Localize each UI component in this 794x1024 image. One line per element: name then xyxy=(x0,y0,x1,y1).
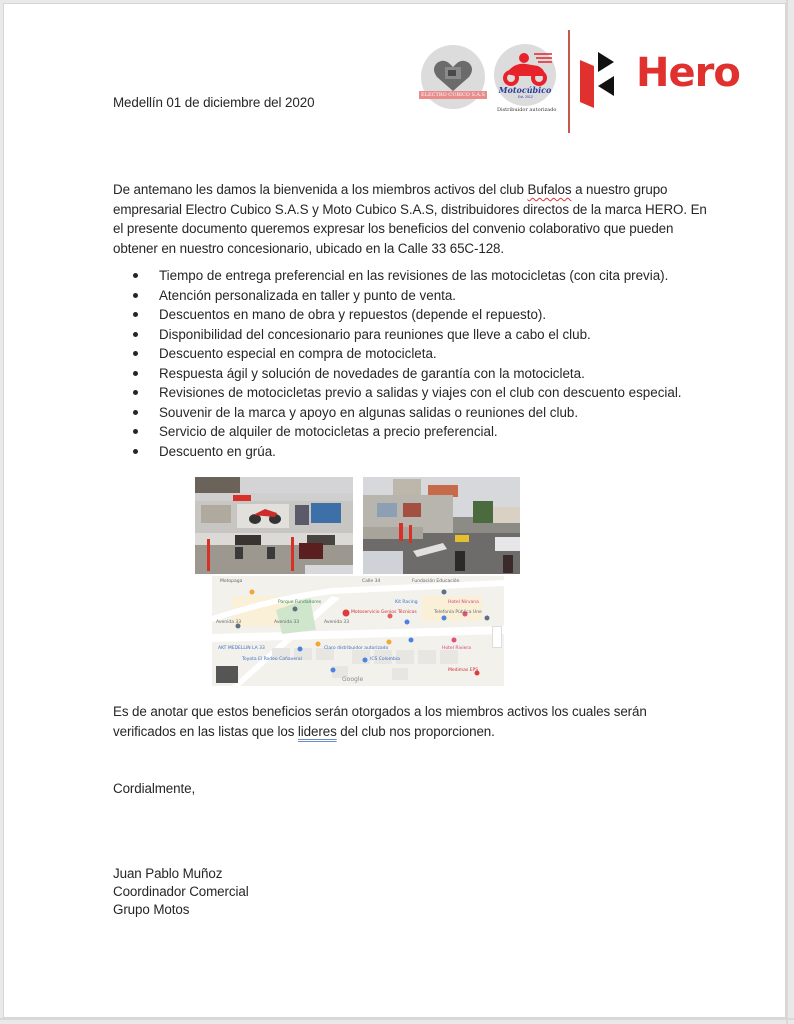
map-place-label: Motoservicio Genios Técnicos xyxy=(351,610,417,615)
map-place-label: Toyota El Rodeo Cañaveral xyxy=(242,657,302,662)
bullet-icon xyxy=(133,273,138,278)
benefit-item: Tiempo de entrega preferencial en las revisiones de las motocicletas (con cita previa). xyxy=(113,266,682,286)
benefits-list xyxy=(113,266,682,461)
bullet-icon xyxy=(133,351,138,356)
bullet-icon xyxy=(133,410,138,415)
benefit-item: Servicio de alquiler de motocicletas a precio preferencial. xyxy=(113,422,682,442)
signature-title: Coordinador Comercial xyxy=(113,884,249,899)
closing-line-1: Es de anotar que estos beneficios serán otorgados a los miembros activos los cuales serán xyxy=(113,704,647,719)
map-street-label: Avenida 33 xyxy=(274,620,300,625)
bullet-icon xyxy=(133,429,138,434)
map-place-label: Motopaga xyxy=(220,579,243,584)
grammar-flag-word[interactable]: lideres xyxy=(297,723,337,739)
date-line: Medellín 01 de diciembre del 2020 xyxy=(113,95,315,110)
motocubico-label: Motocúbico xyxy=(498,85,552,95)
signature-company: Grupo Motos xyxy=(113,902,190,917)
map-pin-icon xyxy=(387,640,392,645)
benefit-item: Atención personalizada en taller y punto de venta. xyxy=(113,286,682,306)
map-place-label: Medimas EPS xyxy=(448,668,479,673)
bullet-icon xyxy=(133,449,138,454)
bullet-icon xyxy=(133,312,138,317)
map-place-label: AKT MEDELLIN LA 33 xyxy=(218,646,265,651)
storefront-photo-front xyxy=(195,477,353,574)
street-view-thumbnail[interactable] xyxy=(216,666,238,683)
location-map[interactable] xyxy=(212,576,504,686)
page-edge-right xyxy=(786,0,788,1024)
map-pin-icon xyxy=(409,638,414,643)
benefit-item: Descuentos en mano de obra y repuestos (depende el repuesto). xyxy=(113,305,682,325)
closing-line-2: verificados en las listas que los lideres del club nos proporcionen. xyxy=(113,723,495,739)
spellcheck-word[interactable]: Bufalos xyxy=(527,182,572,197)
logo-divider xyxy=(568,30,570,133)
salutation: Cordialmente, xyxy=(113,781,196,796)
map-pin-icon xyxy=(293,607,298,612)
storefront-illustration xyxy=(195,477,353,574)
map-pin-icon xyxy=(331,668,336,673)
benefit-item: Revisiones de motocicletas previo a salidas y viajes con el club con descuento especial. xyxy=(113,383,682,403)
map-place-label: Hotel Nirvana xyxy=(448,600,479,605)
bullet-icon xyxy=(133,390,138,395)
map-place-label: Telefonía Pública Une xyxy=(434,610,482,615)
map-pin-icon xyxy=(485,616,490,621)
bullet-icon xyxy=(133,293,138,298)
intro-line-2: empresarial Electro Cubico S.A.S y Moto Cubico S.A.S, distribuidores directos de la marca HERO. En xyxy=(113,201,707,217)
map-street-label: Calle 34 xyxy=(362,579,381,584)
map-place-label: Fundación Educación xyxy=(412,579,460,584)
map-pin-icon xyxy=(405,620,410,625)
intro-line-4: obtener en nuestro concesionario, ubicado en la Calle 33 65C-128. xyxy=(113,240,505,256)
map-street-label: Avenida 33 xyxy=(216,620,242,625)
map-pin-icon xyxy=(298,647,303,652)
hero-wordmark: Hero xyxy=(636,50,740,96)
map-pin-icon xyxy=(343,610,350,617)
intro-line-3: el presente documento queremos expresar los beneficios del convenio colaborativo que pueden xyxy=(113,221,674,236)
page-edge-bottom xyxy=(0,1018,794,1020)
street-illustration xyxy=(363,477,520,574)
map-pin-icon xyxy=(442,616,447,621)
map-pin-icon xyxy=(316,642,321,647)
map-place-label: ICS Colombia xyxy=(370,657,400,662)
benefit-item: Souvenir de la marca y apoyo en algunas salidas o reuniones del club. xyxy=(113,403,682,423)
motocubico-logo xyxy=(494,44,556,106)
electro-cubico-label: ELECTRO CUBICO S.A.S xyxy=(419,91,487,99)
map-pin-icon xyxy=(442,590,447,595)
benefit-item: Disponibilidad del concesionario para reuniones que lleve a cabo el club. xyxy=(113,325,682,345)
map-pin-icon xyxy=(363,658,368,663)
google-logo: Google xyxy=(342,676,364,683)
engine-heart-icon xyxy=(421,45,485,109)
bullet-icon xyxy=(133,371,138,376)
benefit-item: Descuento en grúa. xyxy=(113,442,682,462)
motocubico-est: Est. 2012 xyxy=(518,95,533,99)
map-place-label: Hotel Riviera xyxy=(442,646,472,651)
map-place-label: Kit Racing xyxy=(395,600,418,605)
map-zoom-controls[interactable] xyxy=(492,626,502,648)
benefit-item: Respuesta ágil y solución de novedades de garantía con la motocicleta. xyxy=(113,364,682,384)
electro-cubico-logo xyxy=(421,45,485,109)
storefront-photo-street xyxy=(363,477,520,574)
hero-mark-icon xyxy=(578,52,618,112)
motocubico-tagline: Distribuidor autorizado xyxy=(497,107,557,113)
benefit-item: Descuento especial en compra de motocicleta. xyxy=(113,344,682,364)
bullet-icon xyxy=(133,332,138,337)
intro-line-1: De antemano les damos la bienvenida a los miembros activos del club Bufalos a nuestro grupo xyxy=(113,182,668,197)
map-place-label: Parque Fundadores xyxy=(278,600,322,605)
map-place-label: Claro distribuidor autorizado xyxy=(324,646,389,651)
map-street-label: Avenida 33 xyxy=(324,620,350,625)
signature-name: Juan Pablo Muñoz xyxy=(113,866,223,881)
map-pin-icon xyxy=(452,638,457,643)
map-pin-icon xyxy=(250,590,255,595)
